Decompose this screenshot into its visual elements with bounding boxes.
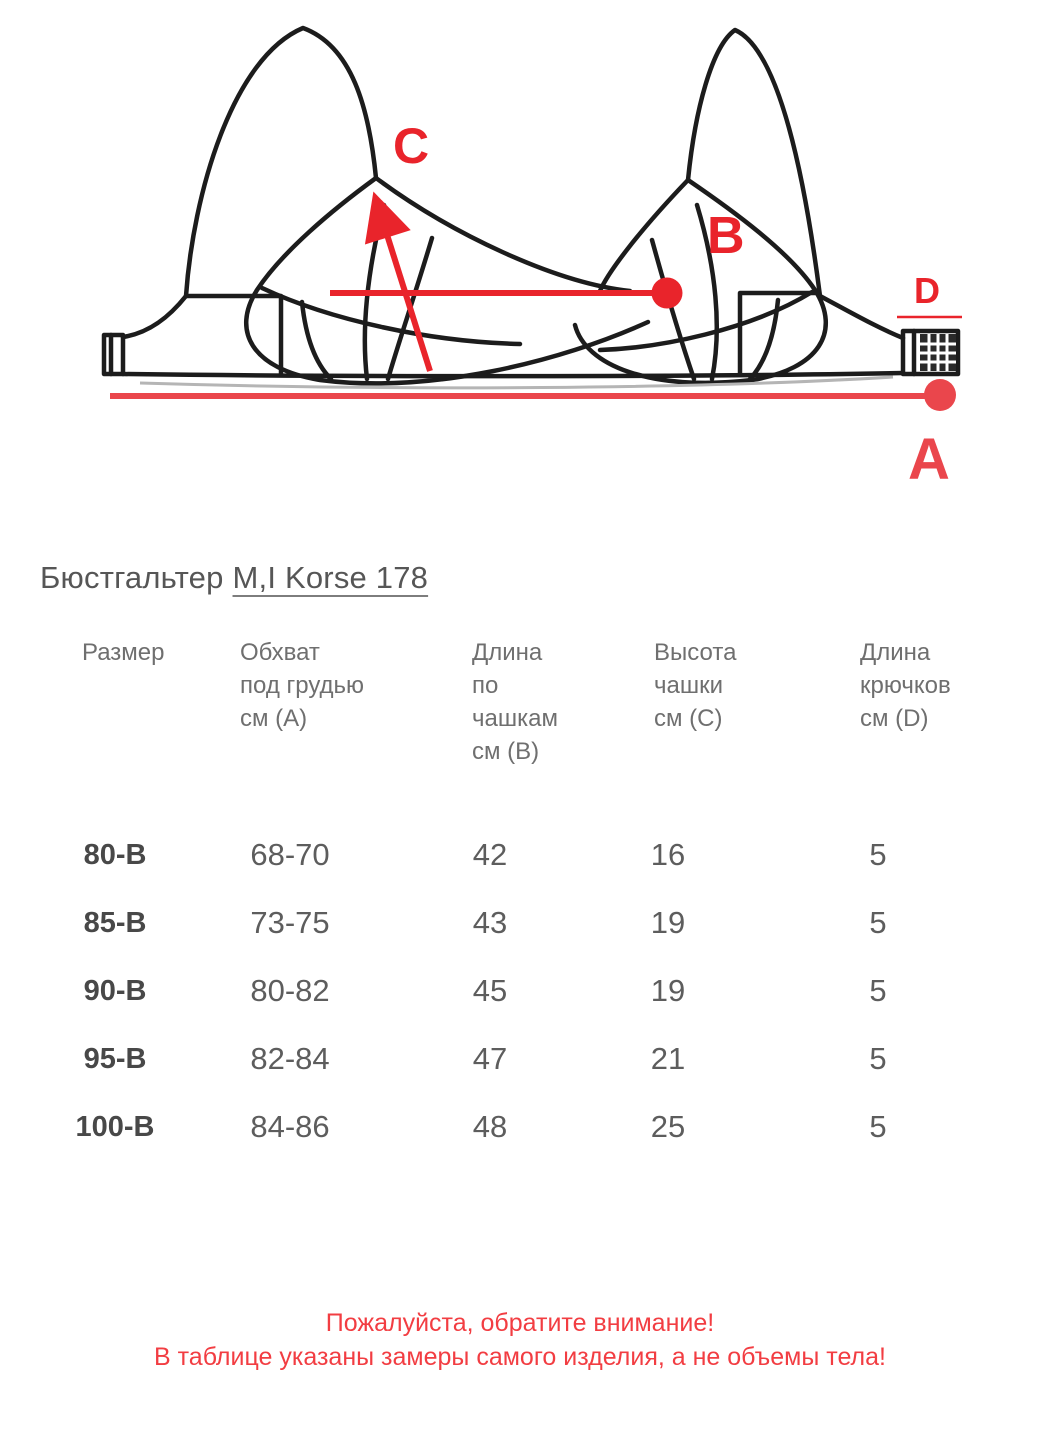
cell-size: 100-B xyxy=(75,1110,155,1143)
band-top-left xyxy=(123,296,186,337)
header-hook-length: Длина крючков см (D) xyxy=(860,639,951,732)
right-cup-seam xyxy=(600,292,812,350)
cell-size: 80-B xyxy=(83,838,147,871)
table-row xyxy=(40,889,1010,957)
header-cup-height: Высота чашки см (C) xyxy=(654,639,737,732)
attention-notice xyxy=(0,1306,1040,1374)
table-row xyxy=(40,957,1010,1025)
cell-cup-length: 48 xyxy=(472,1109,508,1144)
cell-cup-length: 43 xyxy=(472,905,508,940)
left-cup-neckline xyxy=(376,178,630,291)
band-shadow xyxy=(140,377,893,388)
cell-hook-length: 5 xyxy=(869,973,887,1008)
band-bottom-edge xyxy=(123,373,903,376)
cell-cup-height: 16 xyxy=(650,837,686,872)
cell-underbust: 82-84 xyxy=(250,1041,330,1076)
measure-dot-b xyxy=(652,278,683,309)
table-row xyxy=(40,1025,1010,1093)
cell-cup-height: 21 xyxy=(650,1041,686,1076)
title-prefix: Бюстгальтер xyxy=(40,560,224,595)
cell-hook-length: 5 xyxy=(869,905,887,940)
right-cup-neckline xyxy=(600,180,688,291)
label-b: B xyxy=(707,207,745,265)
table-row xyxy=(40,821,1010,889)
notice-line-2: В таблице указаны замеры самого изделия, а не объемы тела! xyxy=(154,1343,886,1371)
table-body xyxy=(40,821,1010,1161)
label-a: A xyxy=(908,427,950,492)
header-cup-length: Длина по чашкам см (B) xyxy=(472,639,558,765)
label-c: C xyxy=(393,118,430,174)
left-eye-closure xyxy=(104,335,123,374)
table-row xyxy=(40,1093,1010,1161)
cell-hook-length: 5 xyxy=(869,1041,887,1076)
cell-size: 90-B xyxy=(83,974,147,1007)
header-size: Размер xyxy=(82,639,165,666)
title-model-name: M,I Korse 178 xyxy=(232,560,429,595)
cell-cup-height: 19 xyxy=(650,973,686,1008)
page-title xyxy=(40,560,428,596)
header-underbust: Обхват под грудью см (A) xyxy=(240,639,365,732)
cell-underbust: 84-86 xyxy=(250,1109,330,1144)
right-wing-top xyxy=(820,296,903,338)
right-cup-seam xyxy=(652,240,694,379)
bra-measurement-diagram xyxy=(0,0,1040,530)
left-cup-seam xyxy=(262,288,520,344)
notice-line-1: Пожалуйста, обратите внимание! xyxy=(325,1309,715,1337)
cell-underbust: 80-82 xyxy=(250,973,330,1008)
cell-cup-height: 25 xyxy=(650,1109,686,1144)
cell-cup-length: 42 xyxy=(472,837,508,872)
size-table xyxy=(40,636,1010,1161)
bra-outline xyxy=(104,28,958,383)
cell-size: 95-B xyxy=(83,1042,147,1075)
table-header-row xyxy=(40,636,1010,768)
cell-underbust: 73-75 xyxy=(250,905,330,940)
cell-hook-length: 5 xyxy=(869,837,887,872)
hook-band-hatch xyxy=(920,334,956,371)
label-d: D xyxy=(914,270,940,311)
left-strap xyxy=(186,28,376,296)
left-cup-outline xyxy=(246,178,648,383)
cell-cup-length: 45 xyxy=(472,973,508,1008)
measure-dot-a xyxy=(924,379,956,411)
cell-cup-height: 19 xyxy=(650,905,686,940)
cell-size: 85-B xyxy=(83,906,147,939)
measure-arrow-c xyxy=(377,203,430,371)
cell-underbust: 68-70 xyxy=(250,837,330,872)
cell-hook-length: 5 xyxy=(869,1109,887,1144)
bra-diagram-svg xyxy=(0,0,1040,530)
cell-cup-length: 47 xyxy=(472,1041,508,1076)
